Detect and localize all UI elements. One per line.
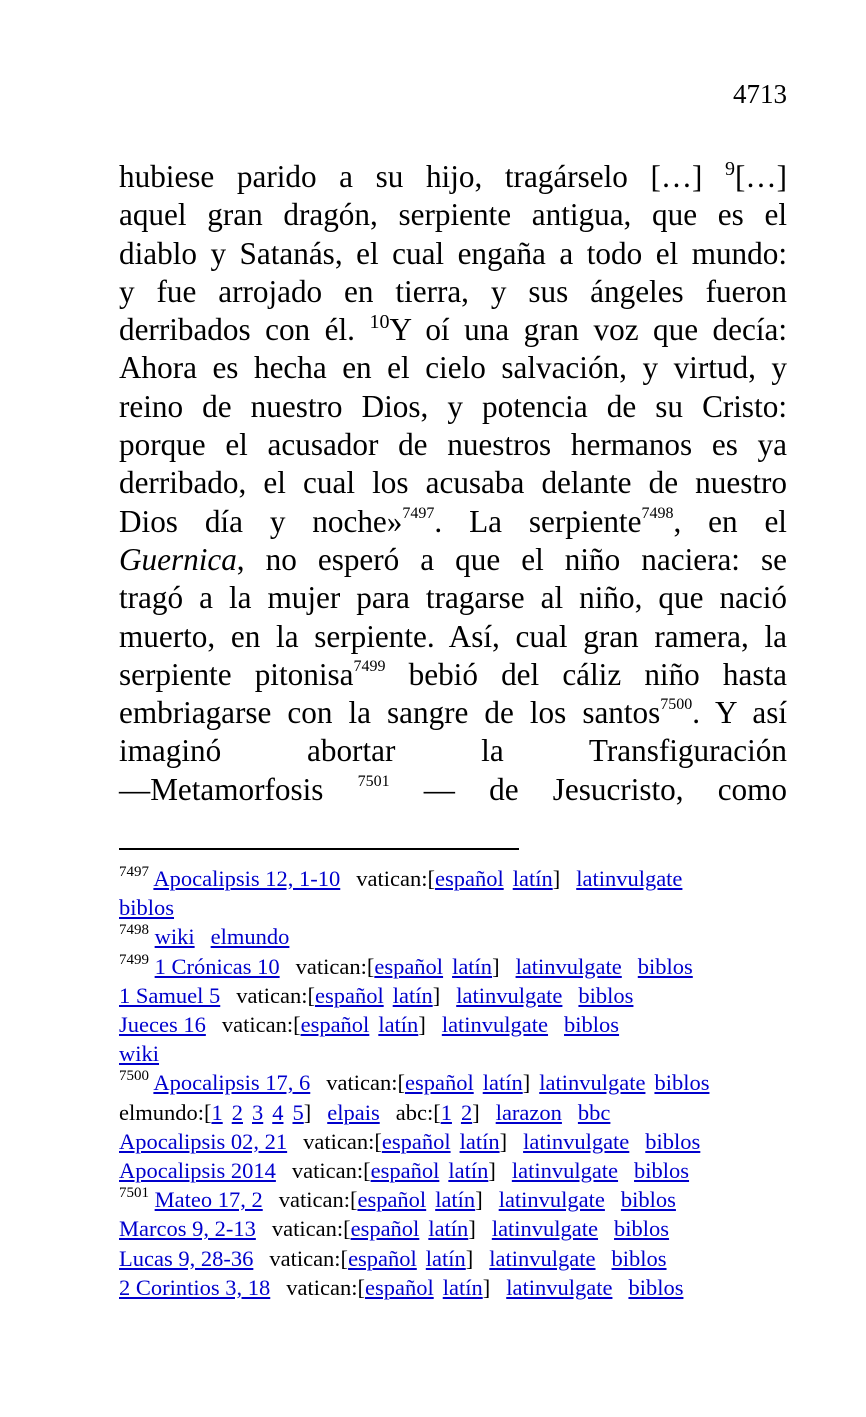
footnote-line: $^{7501}$ Mateo 17, 2 vatican:[español latín] latinvulgate biblos bbox=[119, 1185, 676, 1213]
footnote-number: 7501 bbox=[119, 1185, 149, 1202]
footnote-number: 7500 bbox=[119, 1068, 149, 1085]
link-espanol[interactable]: español bbox=[381, 1128, 451, 1154]
link-espanol[interactable]: español bbox=[364, 1274, 434, 1300]
text-line: Guernica, no esperó a que el niño naciera: se bbox=[119, 541, 787, 577]
link-elpais[interactable]: elpais bbox=[327, 1099, 380, 1125]
link-latinvulgate[interactable]: latinvulgate bbox=[539, 1070, 646, 1096]
verse-number: 10 bbox=[369, 311, 390, 334]
link-biblos[interactable]: biblos bbox=[654, 1070, 710, 1096]
text-line: hubiese parido a su hijo, tragárselo […] $^9$[…] bbox=[119, 158, 788, 194]
footnote-line: $^{7497}$ Apocalipsis 12, 1-10 vatican:[español latín] latinvulgate bbox=[119, 864, 683, 891]
link-latin[interactable]: latín bbox=[425, 1245, 466, 1271]
link-latinvulgate[interactable]: latinvulgate bbox=[456, 982, 563, 1008]
footnote-line: $^{7500}$ Apocalipsis 17, 6 vatican:[español latín] latinvulgate biblos bbox=[119, 1068, 710, 1096]
link-abc-2[interactable]: 2 bbox=[460, 1099, 473, 1125]
link-espanol[interactable]: español bbox=[350, 1216, 420, 1242]
main-text bbox=[119, 158, 787, 809]
link-latin[interactable]: latín bbox=[442, 1274, 483, 1300]
link-apocalipsis-17[interactable]: Apocalipsis 17, 6 bbox=[153, 1070, 311, 1096]
link-latin[interactable]: latín bbox=[512, 866, 553, 891]
footnote-ref[interactable]: 7501 bbox=[357, 772, 390, 790]
link-latinvulgate[interactable]: latinvulgate bbox=[491, 1216, 599, 1242]
link-elmundo-5[interactable]: 5 bbox=[292, 1099, 304, 1125]
footnote-ref[interactable]: 7497 bbox=[402, 504, 435, 522]
link-elmundo-4[interactable]: 4 bbox=[272, 1099, 284, 1125]
link-latin[interactable]: latín bbox=[452, 953, 493, 979]
link-wiki[interactable]: wiki bbox=[119, 1041, 160, 1067]
footnote-line bbox=[119, 1039, 799, 1068]
text-line: tragó a la mujer para tragarse al niño, que nació bbox=[119, 580, 787, 616]
text-line: reino de nuestro Dios, y potencia de su Cristo: bbox=[119, 388, 787, 424]
footnotes bbox=[119, 864, 799, 1302]
link-biblos[interactable]: biblos bbox=[645, 1128, 701, 1154]
text-line: Dios día y noche»$^{7497}$. La serpiente$^{7498}$, en el bbox=[119, 503, 787, 539]
link-biblos[interactable]: biblos bbox=[634, 1158, 690, 1184]
link-biblos[interactable]: biblos bbox=[578, 982, 634, 1008]
footnote-line: Apocalipsis 2014 vatican:[español latín] latinvulgate biblos bbox=[119, 1158, 690, 1184]
link-espanol[interactable]: español bbox=[370, 1158, 440, 1184]
link-elmundo[interactable]: elmundo bbox=[210, 924, 290, 950]
text-line: muerto, en la serpiente. Así, cual gran ramera, la bbox=[119, 618, 787, 654]
footnote-line: 2 Corintios 3, 18 vatican:[español latín] latinvulgate biblos bbox=[119, 1274, 684, 1300]
text-line: Ahora es hecha en el cielo salvación, y virtud, y bbox=[119, 350, 787, 386]
footnote-number: 7497 bbox=[119, 864, 149, 880]
link-espanol[interactable]: español bbox=[357, 1187, 427, 1213]
link-larazon[interactable]: larazon bbox=[495, 1099, 562, 1125]
link-latinvulgate[interactable]: latinvulgate bbox=[515, 953, 622, 979]
text-line: serpiente pitonisa$^{7499}$ bebió del cáliz niño hasta bbox=[119, 656, 788, 692]
text-line: embriagarse con la sangre de los santos$^{7500}$. Y así bbox=[119, 695, 787, 731]
footnote-number: 7498 bbox=[119, 922, 149, 939]
footnote-line: elmundo:[1 2 3 4 5] elpais abc:[1 2] larazon bbc bbox=[119, 1099, 611, 1125]
link-latin[interactable]: latín bbox=[459, 1128, 500, 1154]
link-mateo[interactable]: Mateo 17, 2 bbox=[154, 1187, 263, 1213]
text-line: aquel gran dragón, serpiente antigua, que es el bbox=[119, 197, 787, 233]
text-line: imaginó abortar la Transfiguración bbox=[119, 733, 787, 769]
footnote-number: 7499 bbox=[119, 951, 149, 968]
link-latinvulgate[interactable]: latinvulgate bbox=[523, 1128, 630, 1154]
link-latin[interactable]: latín bbox=[482, 1070, 523, 1096]
link-biblos[interactable]: biblos bbox=[564, 1012, 620, 1038]
footnote-line: Jueces 16 vatican:[español latín] latinvulgate biblos bbox=[119, 1012, 620, 1038]
link-biblos[interactable]: biblos bbox=[637, 953, 693, 979]
footnote-line: Apocalipsis 02, 21 vatican:[español latín] latinvulgate biblos bbox=[119, 1128, 701, 1154]
link-latinvulgate[interactable]: latinvulgate bbox=[576, 866, 683, 891]
link-latin[interactable]: latín bbox=[428, 1216, 469, 1242]
link-samuel-5[interactable]: 1 Samuel 5 bbox=[119, 982, 221, 1008]
text-line: —Metamorfosis $^{7501}$ — de Jesucristo, como bbox=[119, 771, 788, 807]
link-espanol[interactable]: español bbox=[348, 1245, 417, 1271]
link-latinvulgate[interactable]: latinvulgate bbox=[498, 1187, 605, 1213]
footnote-line bbox=[119, 922, 799, 951]
text-line: porque el acusador de nuestros hermanos es ya bbox=[119, 427, 787, 463]
footnote-ref[interactable]: 7500 bbox=[660, 696, 693, 714]
text-line: derribado, el cual los acusaba delante de nuestro bbox=[119, 465, 787, 501]
link-espanol[interactable]: español bbox=[404, 1070, 474, 1096]
text-line: diablo y Satanás, el cual engaña a todo el mundo: bbox=[119, 235, 787, 271]
footnote-divider bbox=[119, 848, 519, 850]
text-line: y fue arrojado en tierra, y sus ángeles fueron bbox=[119, 273, 787, 309]
link-biblos[interactable]: biblos bbox=[119, 895, 175, 921]
link-elmundo-3[interactable]: 3 bbox=[251, 1099, 264, 1125]
link-latin[interactable]: latín bbox=[435, 1187, 476, 1213]
link-biblos[interactable]: biblos bbox=[628, 1274, 684, 1300]
footnote-ref[interactable]: 7498 bbox=[641, 504, 674, 522]
link-apocalipsis-12[interactable]: Apocalipsis 12, 1-10 bbox=[153, 866, 341, 891]
link-jueces-16[interactable]: Jueces 16 bbox=[119, 1012, 206, 1038]
link-abc-1[interactable]: 1 bbox=[440, 1099, 452, 1125]
link-biblos[interactable]: biblos bbox=[611, 1245, 667, 1271]
link-biblos[interactable]: biblos bbox=[614, 1216, 670, 1242]
link-espanol[interactable]: español bbox=[314, 982, 384, 1008]
link-elmundo-1[interactable]: 1 bbox=[211, 1099, 223, 1125]
footnote-ref[interactable]: 7499 bbox=[353, 657, 386, 675]
link-corintios[interactable]: 2 Corintios 3, 18 bbox=[119, 1274, 271, 1300]
link-wiki[interactable]: wiki bbox=[154, 924, 195, 950]
link-latinvulgate[interactable]: latinvulgate bbox=[511, 1158, 619, 1184]
link-latinvulgate[interactable]: latinvulgate bbox=[441, 1012, 549, 1038]
link-elmundo-2[interactable]: 2 bbox=[231, 1099, 243, 1125]
link-lucas[interactable]: Lucas 9, 28-36 bbox=[119, 1245, 254, 1271]
link-cronicas-10[interactable]: 1 Crónicas 10 bbox=[154, 953, 280, 979]
link-espanol[interactable]: español bbox=[434, 866, 504, 891]
link-biblos[interactable]: biblos bbox=[620, 1187, 676, 1213]
footnote-line: Marcos 9, 2-13 vatican:[español latín] latinvulgate biblos bbox=[119, 1216, 670, 1242]
footnote-line: $^{7499}$ 1 Crónicas 10 vatican:[español latín] latinvulgate biblos bbox=[119, 951, 693, 979]
link-apocalipsis-02[interactable]: Apocalipsis 02, 21 bbox=[119, 1128, 288, 1154]
link-bbc[interactable]: bbc bbox=[577, 1099, 611, 1125]
verse-number: 9 bbox=[725, 158, 736, 180]
text-line: derribados con él. $^{10}$Y oí una gran voz que decía: bbox=[119, 311, 788, 348]
link-marcos[interactable]: Marcos 9, 2-13 bbox=[119, 1216, 256, 1242]
link-latin[interactable]: latín bbox=[378, 1012, 419, 1038]
link-latinvulgate[interactable]: latinvulgate bbox=[489, 1245, 596, 1271]
footnote-line bbox=[119, 893, 799, 922]
link-espanol[interactable]: español bbox=[300, 1012, 370, 1038]
link-latinvulgate[interactable]: latinvulgate bbox=[506, 1274, 613, 1300]
link-apocalipsis-2014[interactable]: Apocalipsis 2014 bbox=[119, 1158, 276, 1184]
footnote-line: Lucas 9, 28-36 vatican:[español latín] latinvulgate biblos bbox=[119, 1245, 667, 1271]
page-number: 4713 bbox=[733, 79, 787, 109]
link-latin[interactable]: latín bbox=[448, 1158, 489, 1184]
link-latin[interactable]: latín bbox=[392, 982, 433, 1008]
link-espanol[interactable]: español bbox=[374, 953, 444, 979]
footnote-line: 1 Samuel 5 vatican:[español latín] latinvulgate biblos bbox=[119, 982, 634, 1008]
